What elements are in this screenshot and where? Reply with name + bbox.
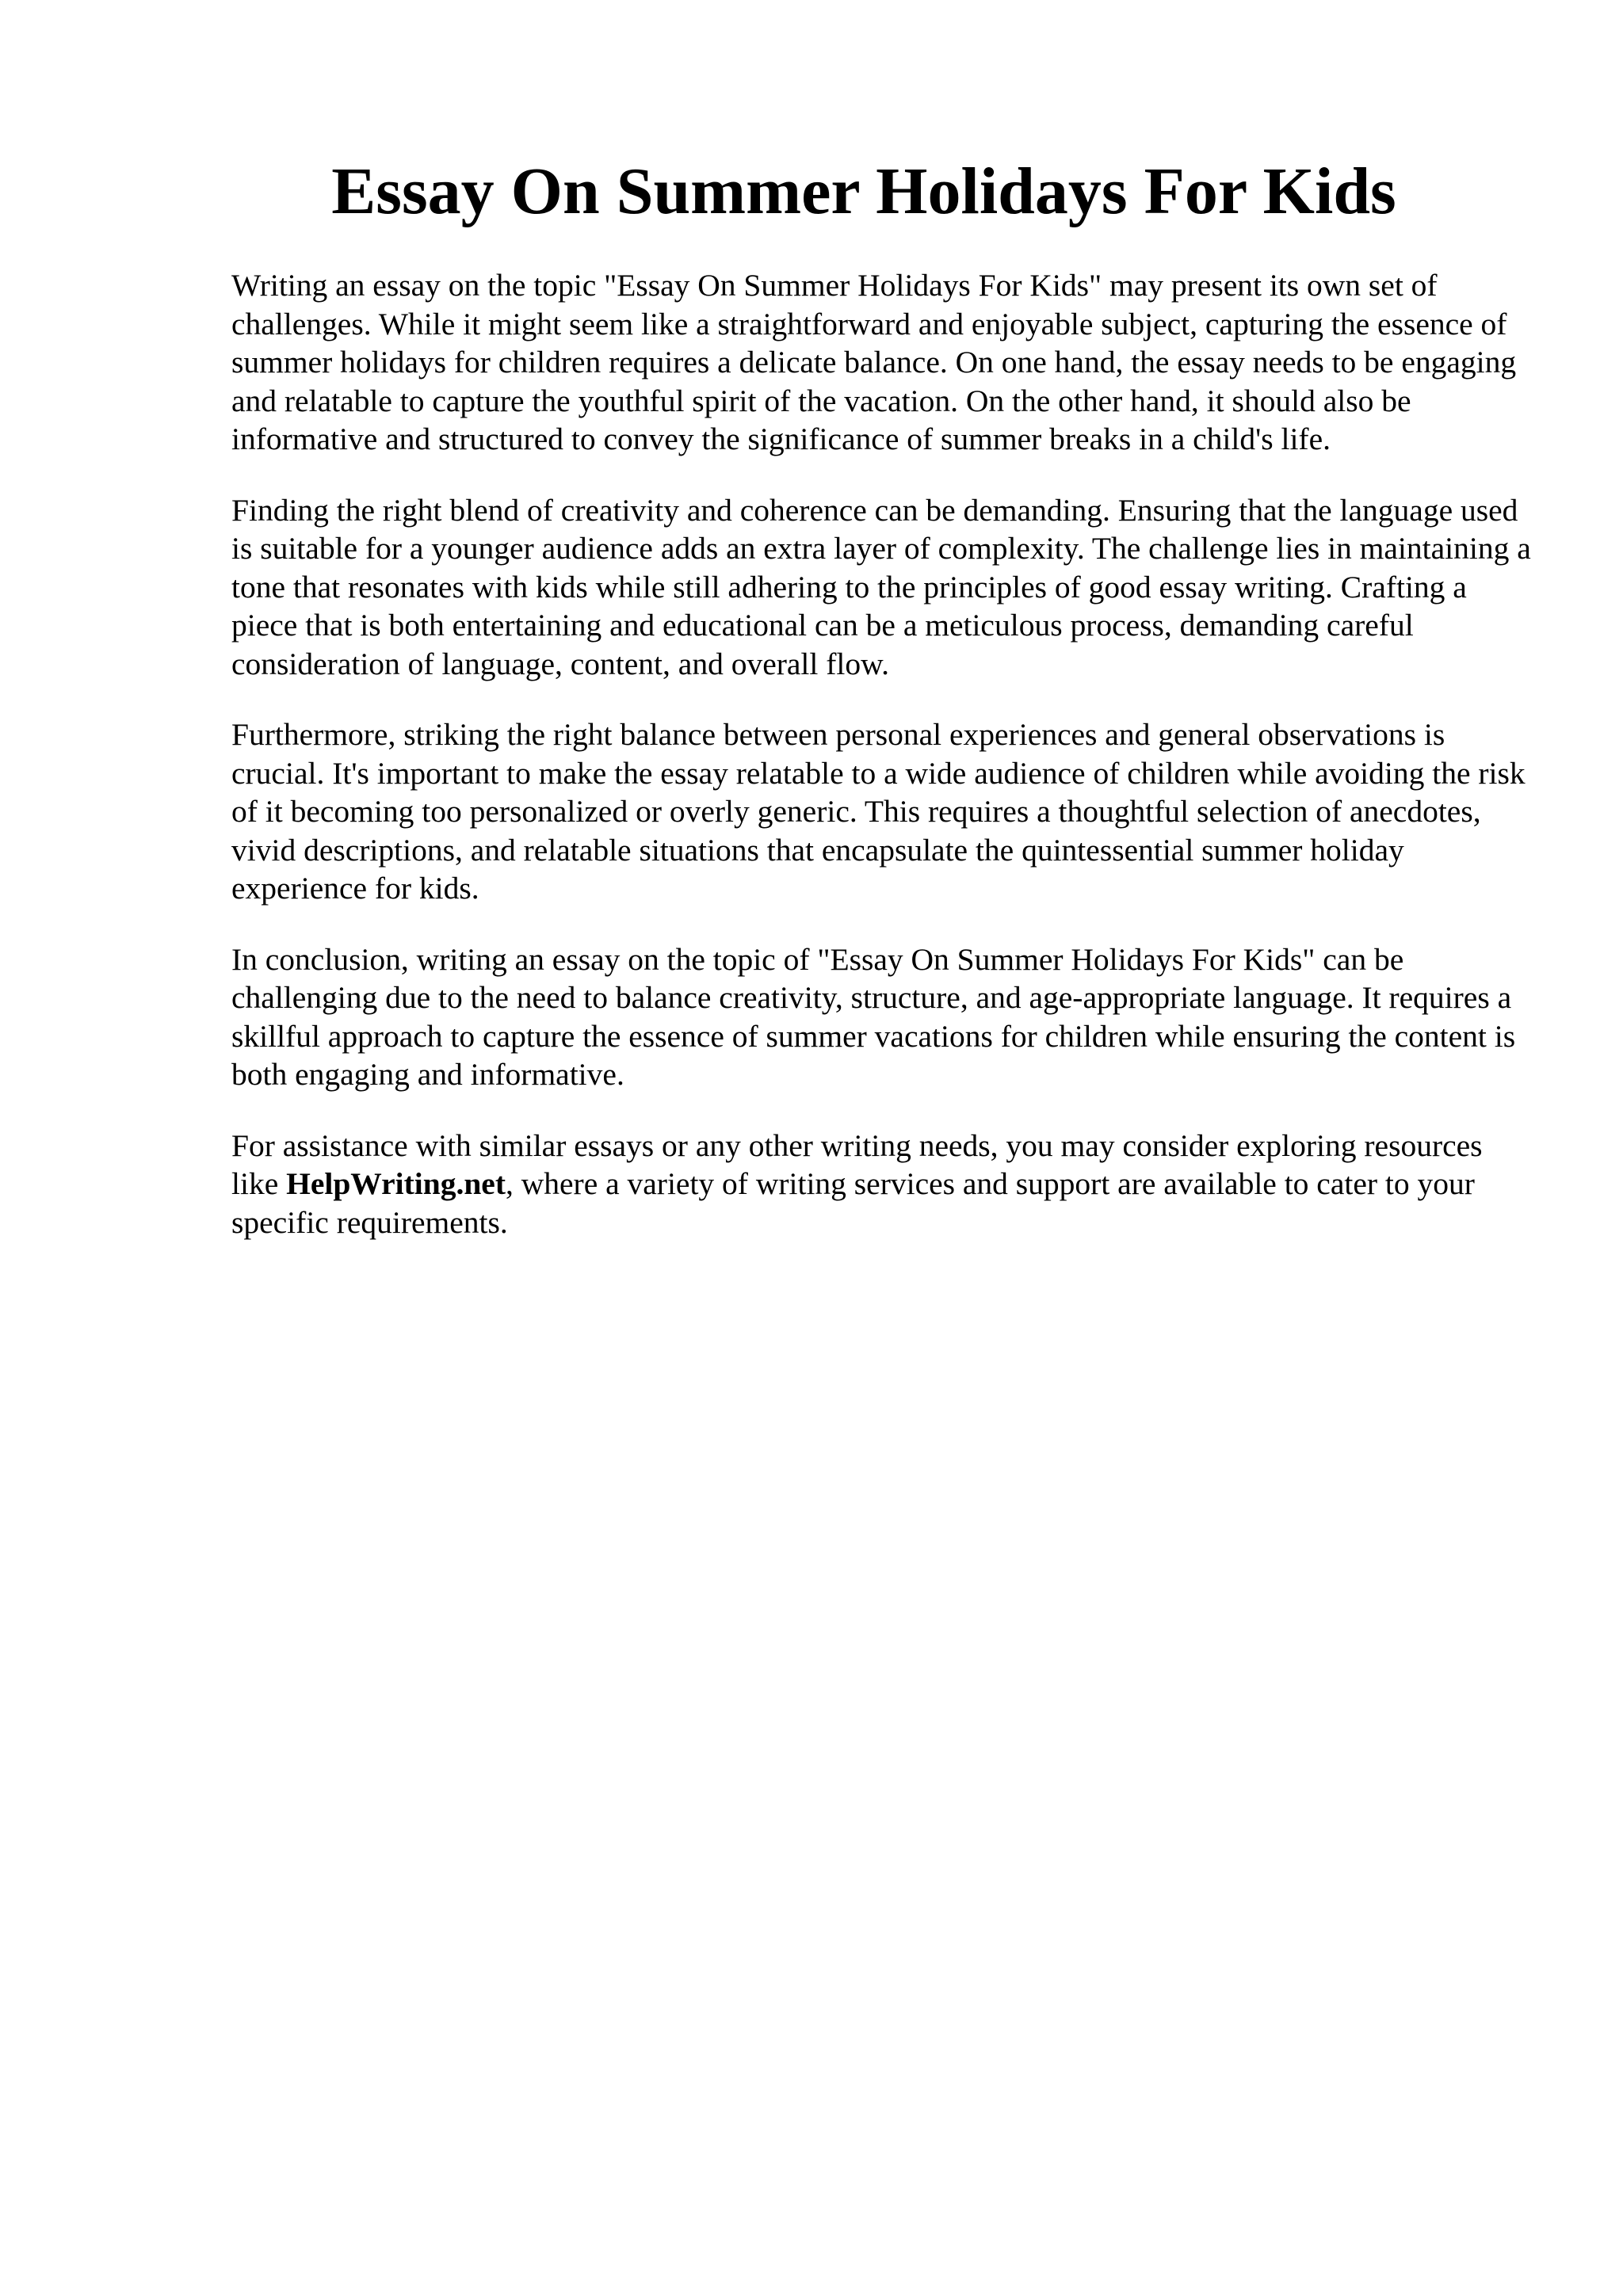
paragraph-1: Writing an essay on the topic "Essay On Summer Holidays For Kids" may present its own set of challenges. While it might seem like a straightforward and enjoyable subject, capturing the essence of summer holidays for children requires a delicate balance. On one hand, the essay needs to be engaging and relatable to capture the youthful spirit of the vacation. On the other hand, it should also be informative and structured to convey the significance of summer breaks in a child's life. (231, 268, 1517, 456)
closing-text-after: , where a variety of writing services and support are available to cater to your specific requirements. (231, 1166, 1475, 1240)
paragraph-3: Furthermore, striking the right balance between personal experiences and general observations is crucial. It's important to make the essay relatable to a wide audience of children while avoiding the risk of it becoming too personalized or overly generic. This requires a thoughtful selection of anecdotes, vivid descriptions, and relatable situations that encapsulate the quintessential summer holiday experience for kids. (231, 717, 1526, 906)
closing-paragraph (231, 1127, 1531, 1242)
document-title: Essay On Summer Holidays For Kids (331, 154, 1396, 228)
brand-link[interactable]: HelpWriting.net (286, 1166, 506, 1201)
paragraph-4: In conclusion, writing an essay on the topic of "Essay On Summer Holidays For Kids" can be challenging due to the need to balance creativity, structure, and age-appropriate language. It requires a skillful approach to capture the essence of summer vacations for children while ensuring the content is both engaging and informative. (231, 941, 1516, 1092)
document-body (231, 266, 1531, 1274)
closing-text-before: For assistance with similar essays or any other writing needs, you may consider exploring resources like (231, 1127, 1483, 1201)
paragraph-2: Finding the right blend of creativity and coherence can be demanding. Ensuring that the language used is suitable for a younger audience adds an extra layer of complexity. The challenge lies in maintaining a tone that resonates with kids while still adhering to the principles of good essay writing. Crafting a piece that is both entertaining and educational can be a meticulous process, demanding careful consideration of language, content, and overall flow. (231, 492, 1531, 681)
